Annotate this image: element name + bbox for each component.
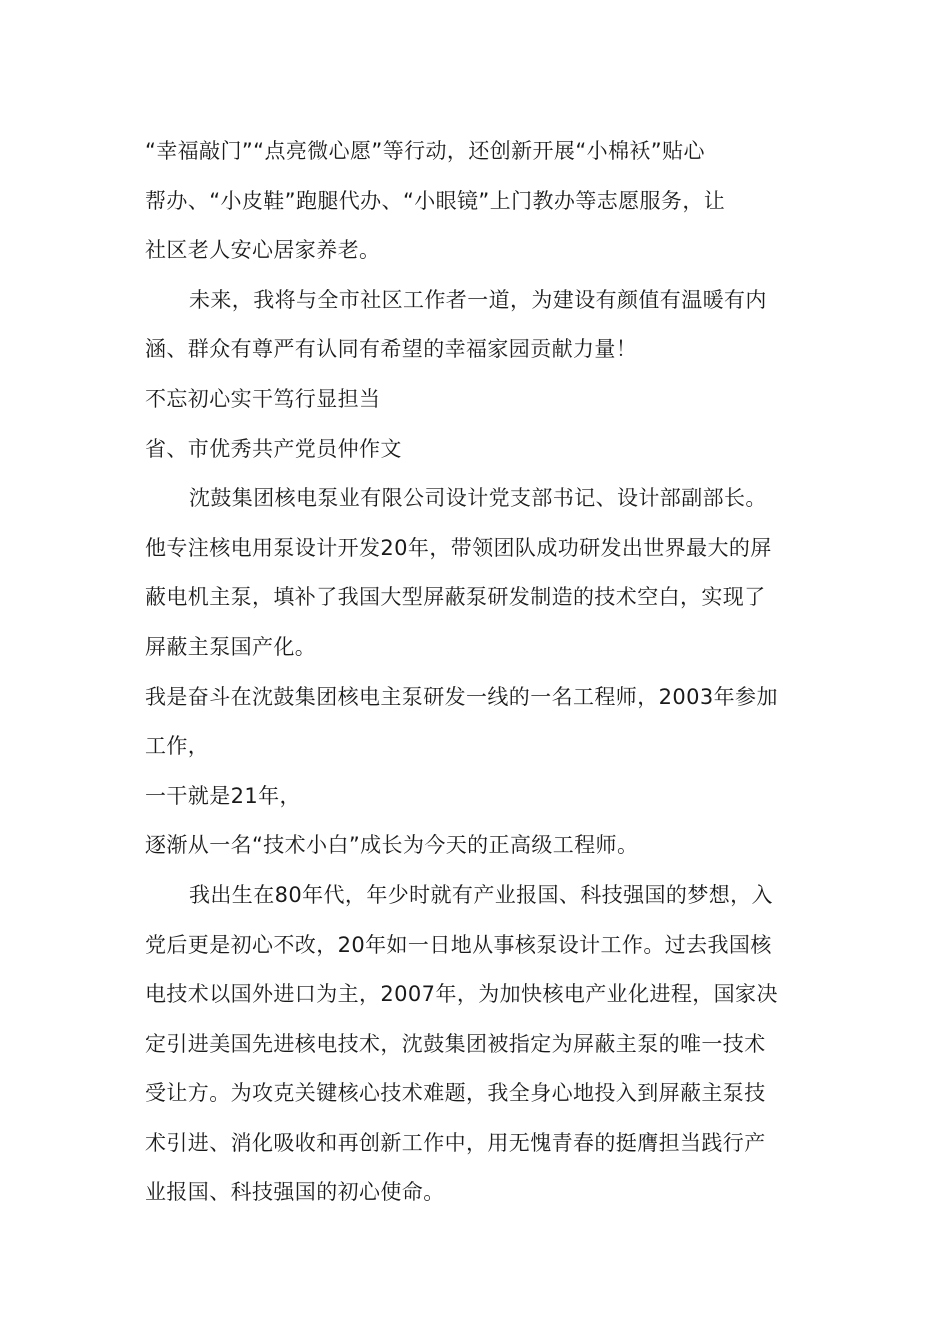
text-line: 逐渐从一名“技术小白”成长为今天的正高级工程师。 xyxy=(145,833,639,858)
text-line: 蔽电机主泵，填补了我国大型屏蔽泵研发制造的技术空白，实现了 xyxy=(145,585,766,610)
text-line: 他专注核电用泵设计开发20年，带领团队成功研发出世界最大的屏 xyxy=(145,535,772,560)
text-line: 社区老人安心居家养老。 xyxy=(145,238,381,263)
text-line: 我出生在80年代，年少时就有产业报国、科技强国的梦想，入 xyxy=(189,882,773,907)
text-line: “幸福敲门”“点亮微心愿”等行动，还创新开展“小棉袄”贴心 xyxy=(145,139,705,163)
document-body xyxy=(145,127,813,1218)
text-line: 党后更是初心不改，20年如一日地从事核泵设计工作。过去我国核 xyxy=(145,932,772,957)
text-line: 不忘初心实干笃行显担当 xyxy=(145,386,381,411)
text-line: 省、市优秀共产党员仲作文 xyxy=(145,436,402,461)
text-line: 电技术以国外进口为主，2007年，为加快核电产业化进程，国家决 xyxy=(145,982,778,1007)
text-line: 工作， xyxy=(145,734,210,759)
text-line: 未来，我将与全市社区工作者一道，为建设有颜值有温暖有内 xyxy=(189,287,767,312)
text-line: 沈鼓集团核电泵业有限公司设计党支部书记、设计部副部长。 xyxy=(189,486,767,511)
text-line: 受让方。为攻克关键核心技术难题，我全身心地投入到屏蔽主泵技 xyxy=(145,1081,766,1106)
text-line: 术引进、消化吸收和再创新工作中，用无愧青春的挺膺担当践行产 xyxy=(145,1130,766,1155)
text-line: 业报国、科技强国的初心使命。 xyxy=(145,1180,445,1205)
text-line: 屏蔽主泵国产化。 xyxy=(145,634,317,659)
text-line: 我是奋斗在沈鼓集团核电主泵研发一线的一名工程师，2003年参加 xyxy=(145,684,778,709)
text-line: 定引进美国先进核电技术，沈鼓集团被指定为屏蔽主泵的唯一技术 xyxy=(145,1031,766,1056)
text-line: 涵、群众有尊严有认同有希望的幸福家园贡献力量！ xyxy=(145,337,638,362)
text-line: 一干就是21年， xyxy=(145,783,301,808)
text-line: 帮办、“小皮鞋”跑腿代办、“小眼镜”上门教办等志愿服务，让 xyxy=(145,188,726,213)
